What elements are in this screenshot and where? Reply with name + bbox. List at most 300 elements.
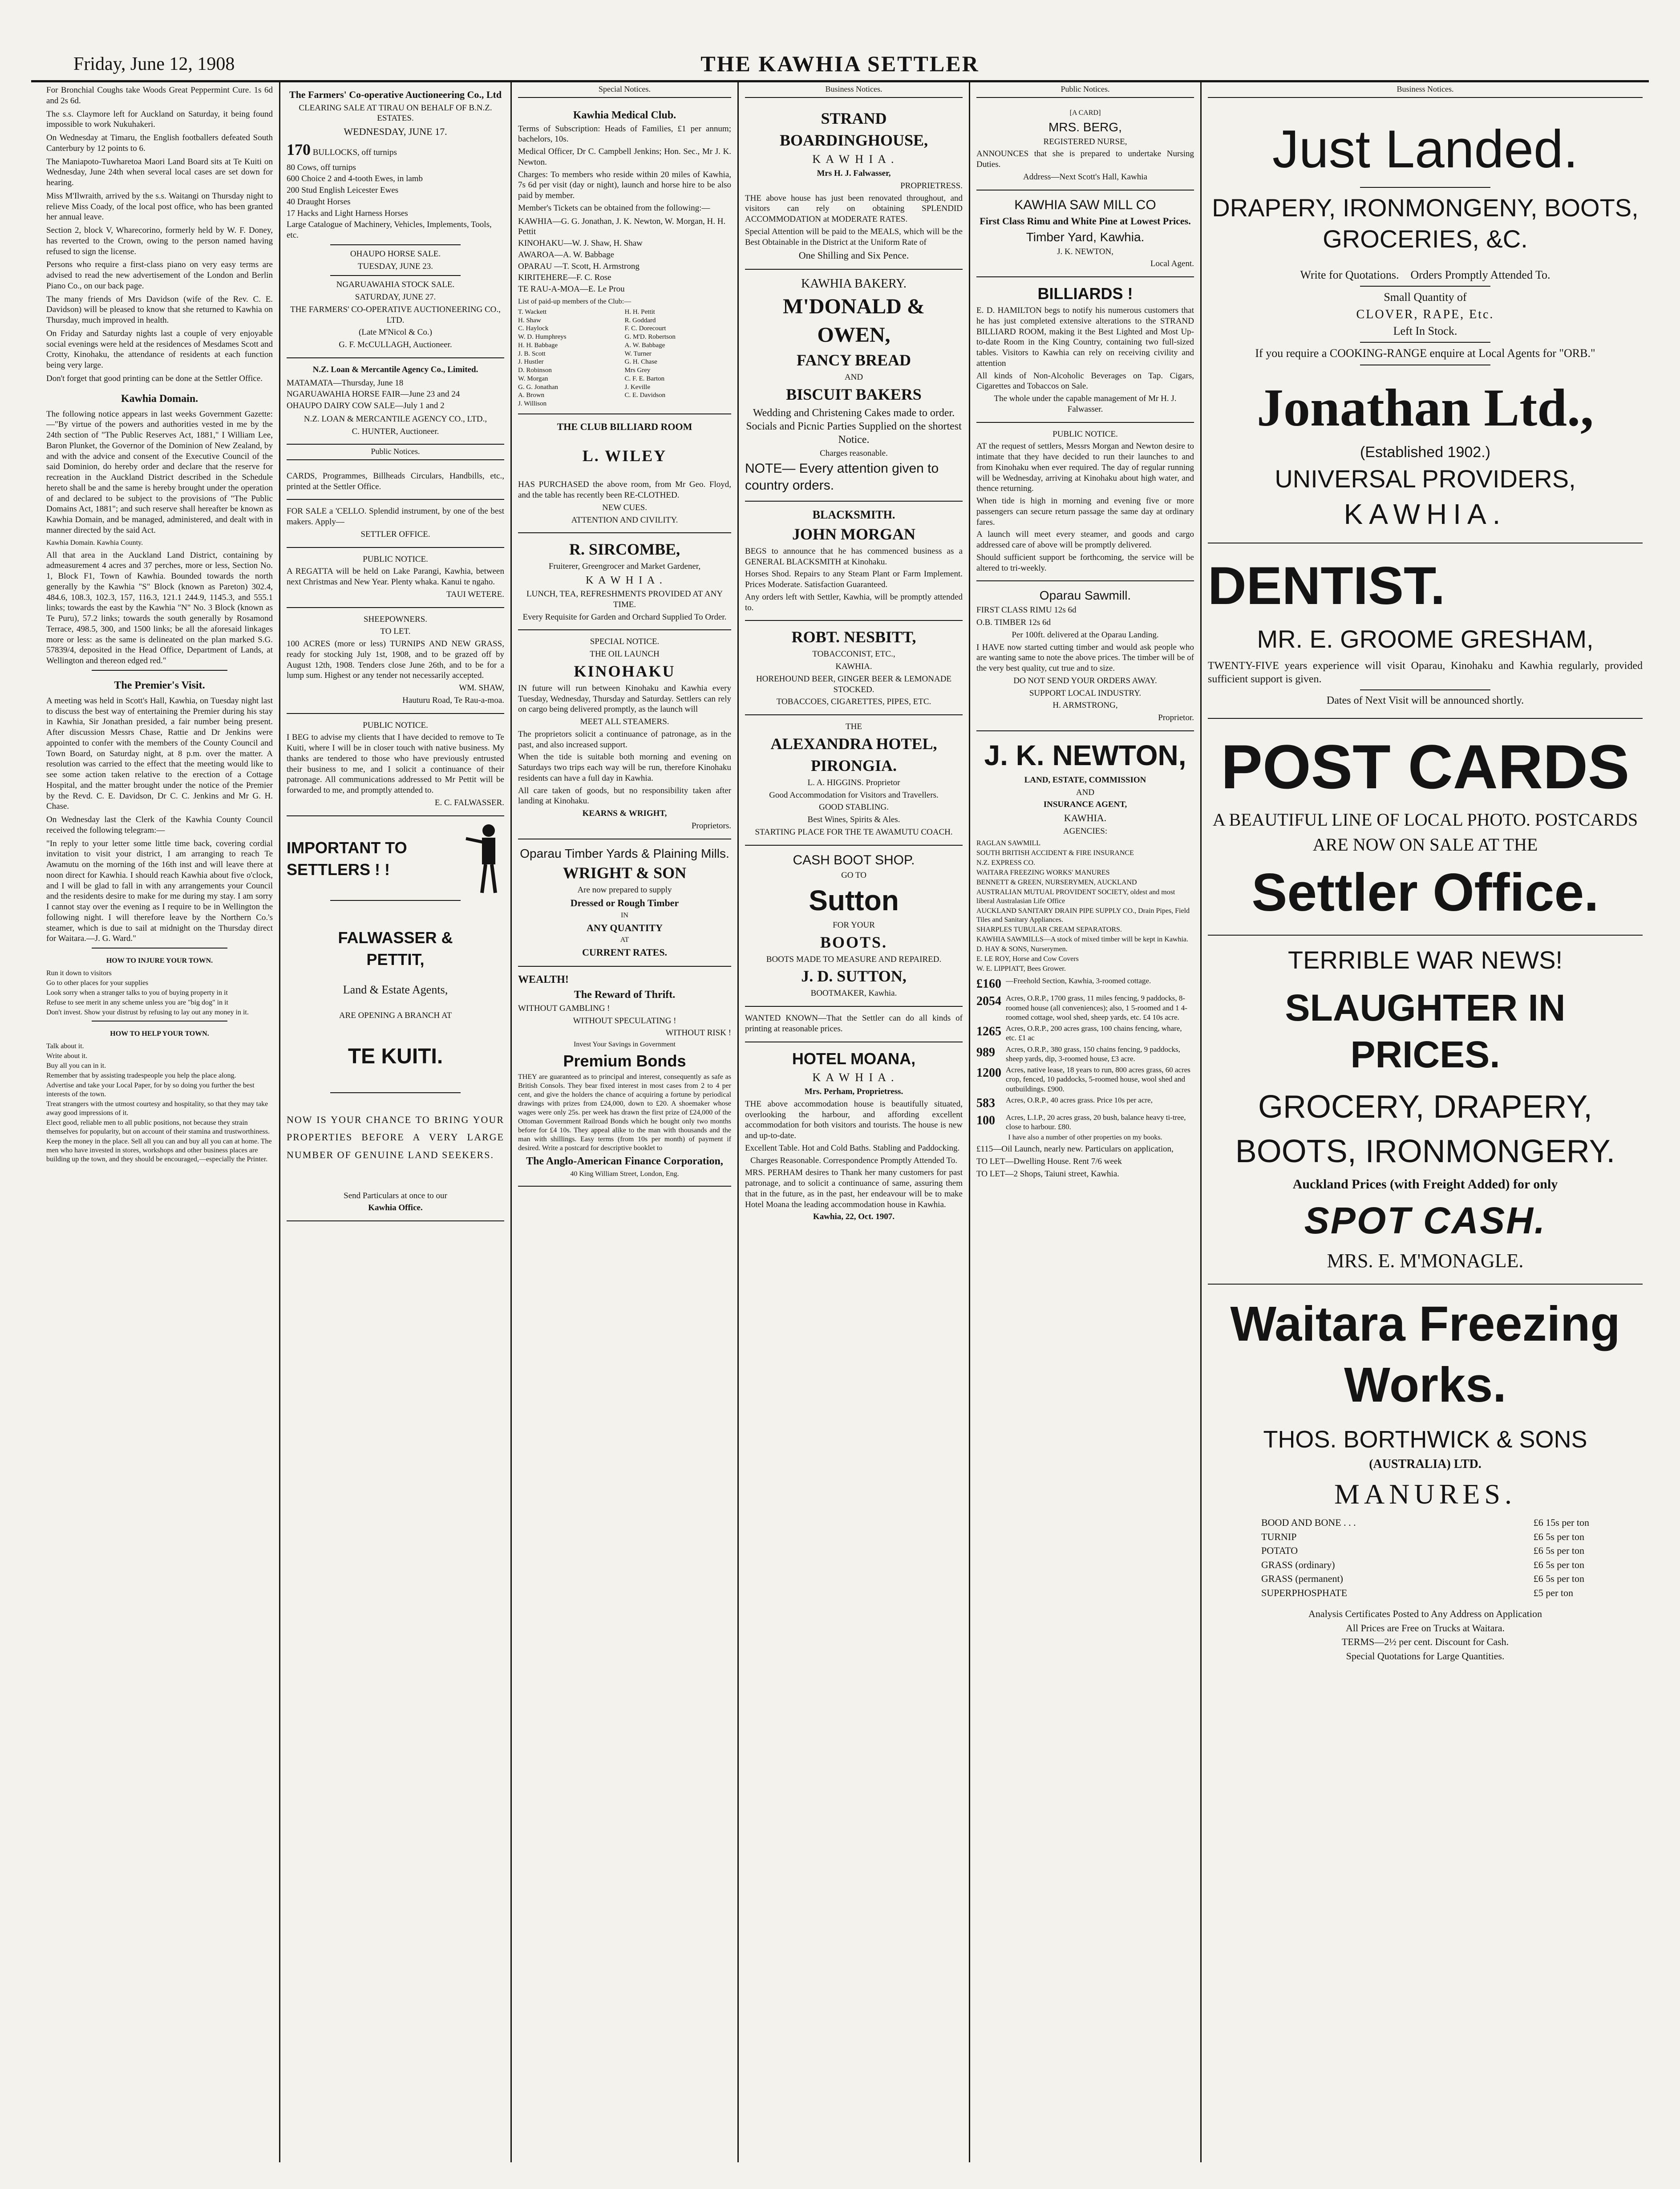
ad-line: TUESDAY, JUNE 23. (358, 261, 433, 271)
ad-line: Mrs. Perham, Proprietress. (804, 1087, 903, 1096)
ad-line: Mrs H. J. Falwasser, (817, 169, 891, 178)
ad-line: All kinds of Non-Alcoholic Beverages on Tap. Cigars, Cigarettes and Tobaccos on Sale. (976, 371, 1194, 391)
ad-line: MEET ALL STEAMERS. (580, 717, 669, 726)
ad-signature: H. ARMSTRONG, (1053, 701, 1118, 710)
ad-line: AT the request of settlers, Messrs Morgan and Newton desire to intimate that they have decided to run their launches to and from Kinohaku when ever required. The day of regular running will be Wednesday, arriving at Kinohaku about high water, and thence returning. (976, 442, 1194, 494)
list-item: Talk about it. (46, 1042, 84, 1050)
ad-line: I BEG to advise my clients that I have decided to remove to Te Kuiti, where I will be in closer touch with native business. My thanks are tendered to those who have previously entrusted their business to me, and I solicit a continuance of their patronage. All communications addressed to Mr Pettit will be forwarded to me, and promptly attended to. (287, 733, 504, 795)
list-item: RAGLAN SAWMILL (976, 839, 1041, 847)
ad-farmers-coop (287, 82, 504, 358)
ad-title: SLAUGHTER IN PRICES. (1285, 987, 1566, 1075)
ad-line: The whole under the capable management of Mr H. J. Falwasser. (994, 394, 1177, 414)
ad-line: Fruiterer, Greengrocer and Market Gardener, (548, 562, 701, 572)
ad-falwasser-pettit (287, 816, 504, 1222)
ad-line: I have also a number of other properties on my books. (1008, 1134, 1162, 1142)
list-item: TE RAU-A-MOA—E. Le Prou (518, 284, 625, 294)
divider (1360, 342, 1490, 343)
ad-line: Horses Shod. Repairs to any Steam Plant or Farm Implement. Prices Moderate. Satisfaction Guaranteed. (745, 569, 963, 589)
ad-line: K A W H I A . (812, 152, 895, 166)
property-desc: Acres, O.R.P., 380 grass, 150 chains fencing, 9 paddocks, sheep yards, dip, 3-roomed house, £3 acre. (1006, 1045, 1180, 1063)
ad-cello (287, 500, 504, 547)
ad-line: INSURANCE AGENT, (1043, 800, 1127, 810)
property-desc: Acres, native lease, 18 years to run, 800 acres grass, 60 acres crop, fenced, 10 paddocks, 5-roomed house, wool shed and outbuildings. £900. (1006, 1066, 1190, 1093)
list-item: Elect good, reliable men to all public positions, not because they strain themselves for popularity, but on account of their stamina and trustworthiness. (46, 1119, 270, 1135)
ad-title: PUBLIC NOTICE. (363, 554, 428, 564)
ad-line: Every Requisite for Garden and Orchard Supplied To Order. (522, 612, 727, 622)
list-item: Remember that by assisting tradespeople you help the place along. (46, 1072, 236, 1079)
news-item: The many friends of Mrs Davidson (wife of the Rev. C. E. Davidson) will be pleased to know that she returned to Kawhia on Thursday, much improved in health. (46, 294, 273, 325)
ad-line: HOREHOUND BEER, GINGER BEER & LEMONADE STOCKED. (756, 674, 952, 694)
ad-hotel-moana (745, 1042, 963, 1230)
manure-price-list (1208, 1516, 1643, 1599)
ad-title: Oparau Sawmill. (1039, 588, 1131, 603)
property-price: 1200 (976, 1066, 1001, 1080)
ad-title: CASH BOOT SHOP. (793, 852, 915, 867)
ad-line: £115—Oil Launch, nearly new. Particulars on application, (976, 1144, 1174, 1154)
ad-title: Kawhia Medical Club. (573, 109, 676, 121)
ad-line: Proprietors. (691, 821, 731, 831)
news-item: The Maniapoto-Tuwharetoa Maori Land Board sits at Te Kuiti on Wednesday, June 24th when several local cases are set down for hearing. (46, 157, 273, 187)
ad-signature: TAUI WETERE. (446, 589, 504, 599)
ad-line: WITHOUT RISK ! (665, 1028, 731, 1038)
ad-title: Sutton (809, 884, 899, 916)
divider (1360, 286, 1490, 287)
ad-line: A REGATTA will be held on Lake Parangi, Kawhia, between next Christmas and New Year. Plenty whaka. Kanui te ngaho. (287, 567, 504, 587)
news-item: Don't forget that good printing can be done at the Settler Office. (46, 373, 263, 383)
masthead (31, 27, 1649, 82)
list-item: Buy all you can in it. (46, 1062, 106, 1070)
ad-line: Terms of Subscription: Heads of Families, £1 per annum; bachelors, 10s. (518, 124, 731, 144)
ad-line: I HAVE now started cutting timber and would ask people who are wanting same to note the above prices. The timber will be of the very best quality, cut true and to size. (976, 642, 1194, 673)
property-price: 2054 (976, 994, 1001, 1009)
list-item: KAWHIA SAWMILLS—A stock of mixed timber will be kept in Kawhia. (976, 936, 1189, 944)
ad-title: SETTLERS ! ! (287, 860, 390, 879)
ad-title: M'DONALD & (783, 294, 925, 318)
ad-title: OWEN, (817, 323, 891, 347)
ad-line: [A CARD] (1069, 109, 1101, 117)
ad-title: Oparau Timber Yards & Plaining Mills. (520, 846, 729, 860)
ad-line: SUPPORT LOCAL INDUSTRY. (1029, 688, 1142, 698)
ad-medical-club (518, 102, 731, 414)
list-item: Write about it. (46, 1052, 88, 1060)
ad-title: MANURES. (1334, 1478, 1516, 1510)
ad-line: TOBACCONIST, ETC., (812, 649, 895, 659)
ad-line: BOOTS MADE TO MEASURE AND REPAIRED. (766, 954, 942, 964)
agency-list (976, 839, 1194, 973)
list-item: KIRITEHERE—F. C. Rose (518, 273, 611, 283)
ad-title: BOOTS, IRONMONGERY. (1235, 1134, 1615, 1169)
ad-line: LAND, ESTATE, COMMISSION (1024, 775, 1146, 785)
injure-list (46, 969, 273, 1017)
property-desc: Acres, O.R.P., 40 acres grass. Price 10s per acre, (1006, 1095, 1153, 1104)
issue-date: Friday, June 12, 1908 (73, 54, 235, 74)
ad-title: BOARDINGHOUSE, (779, 131, 928, 149)
ad-title: WEALTH! (518, 973, 569, 985)
property-desc: Acres, L.I.P., 20 acres grass, 20 bush, balance heavy ti-tree, close to harbour. £80. (1006, 1113, 1186, 1131)
ad-line: When the tide is suitable both morning and evening on Saturdays two trips each way will be run, therefore Kinohaku residents can have a full day in Kawhia. (518, 752, 731, 783)
property-price: 989 (976, 1045, 995, 1059)
column-news (40, 82, 280, 2162)
ad-line: Member's Tickets can be obtained from the following:— (518, 203, 710, 213)
ad-strand-boardinghouse (745, 102, 963, 270)
section-heading: Kawhia Domain. (121, 393, 198, 405)
ad-line: TO LET—2 Shops, Taiuni street, Kawhia. (976, 1169, 1119, 1179)
ad-title: THOS. BORTHWICK & SONS (1263, 1426, 1587, 1453)
ad-line: AND (1076, 787, 1095, 797)
ad-line: IN future will run between Kinohaku and Kawhia every Tuesday, Wednesday, Thursday and Saturday. Settlers can rely on cargo being delivered promptly, as the launch will (518, 683, 731, 714)
member: H. H. Babbage (518, 341, 558, 349)
news-item: Section 2, block V, Wharecorino, formerly held by W. F. Doney, has reverted to the Crown, owing to the person named having refused to sign the license. (46, 226, 273, 256)
ad-line: Excellent Table. Hot and Cold Baths. Stabling and Paddocking. (745, 1143, 960, 1153)
list-item: W. E. LIPPIATT, Bees Grower. (976, 965, 1066, 973)
property-list (976, 976, 1194, 1131)
list-item: AWAROA—A. W. Babbage (518, 250, 614, 259)
ad-line: ATTENTION AND CIVILITY. (571, 515, 678, 525)
ad-oparau-sawmill (976, 581, 1194, 731)
manure-price: £6 5s per ton (1533, 1573, 1584, 1584)
ad-line: MRS. PERHAM desires to Thank her many customers for past patronage, and to solicit a continuance of same, assuring them that in the future, as in the past, her endeavour will be to make Hotel Moana the leading accommodation house in Kawhia. (745, 1168, 963, 1209)
ad-line: TO LET—Dwelling House. Rent 7/6 week (976, 1157, 1122, 1166)
ad-line: (AUSTRALIA) LTD. (1369, 1457, 1482, 1471)
ad-line: If you require a COOKING-RANGE enquire at Local Agents for "ORB." (1255, 347, 1595, 360)
ad-line: J. K. NEWTON, (1057, 247, 1113, 256)
ad-line: NEW CUES. (602, 503, 647, 512)
ad-title: SHEEPOWNERS. (363, 614, 428, 624)
ad-line: WANTED KNOWN—That the Settler can do all kinds of printing at reasonable prices. (745, 1013, 963, 1034)
ad-falwasser-notice (287, 714, 504, 816)
manure-name: POTATO (1261, 1545, 1298, 1556)
ad-line: List of paid-up members of the Club:— (518, 297, 632, 305)
ad-line: Left In Stock. (1393, 324, 1457, 337)
ad-line: G. F. McCULLAGH, Auctioneer. (339, 340, 452, 349)
ad-line: BEGS to announce that he has commenced business as a GENERAL BLACKSMITH at Kinohaku. (745, 546, 963, 567)
member: H. H. Pettit (624, 308, 655, 316)
help-list (46, 1042, 273, 1164)
article-paragraph: The following notice appears in last weeks Government Gazette:—"By virtue of the powers and authorities vested in me by the 24th section of "The Public Reserves Act, 1881," I William Lee, Baron Plunket, the Governor of the Dominion of New Zealand, by and with the advice and consent of the Executive Council of the said Dominion, do hereby order and declare that the reserve for recreation in the Auckland District described in the Schedule hereto shall be and the same is hereby brought under the operation of and declared to be subject to the provisions of "The Public Domains Act, 1881"; and such reserve shall hereafter be known as Kawhia Domain, and be managed, administered, and dealt with in manner directed by the said Act. (46, 409, 273, 535)
manure-price: £5 per ton (1533, 1587, 1573, 1598)
ad-wanted-known (745, 1007, 963, 1042)
ad-title: MR. E. GROOME GRESHAM, (1257, 625, 1594, 653)
list-item: N.Z. EXPRESS CO. (976, 859, 1036, 867)
ad-title: PUBLIC NOTICE. (1053, 429, 1118, 439)
ad-kawhia-bakery (745, 270, 963, 502)
ad-number: 170 (287, 140, 311, 158)
property-desc: —Freehold Section, Kawhia, 3-roomed cottage. (1006, 977, 1151, 985)
list-item: SHARPLES TUBULAR CREAM SEPARATORS. (976, 926, 1122, 934)
ad-nz-loan (287, 358, 504, 445)
manure-price: £6 15s per ton (1533, 1517, 1589, 1528)
column-large-ads (1202, 82, 1649, 2162)
ad-line: AGENCIES: (1063, 826, 1108, 836)
member: W. Morgan (518, 375, 548, 382)
ad-line: CARDS, Programmes, Billheads Circulars, Handbills, etc., printed at the Settler Office. (287, 471, 504, 491)
ad-line: CURRENT RATES. (582, 947, 668, 958)
list-item: KAWHIA—G. G. Jonathan, J. K. Newton, W. Morgan, H. H. Pettit (518, 216, 726, 237)
ad-line: All Prices are Free on Trucks at Waitara. (1345, 1622, 1505, 1634)
list-item: E. LE ROY, Horse and Cow Covers (976, 955, 1079, 963)
member: R. Goddard (624, 316, 656, 324)
member: C. E. Davidson (624, 392, 666, 399)
ad-line: NOW IS YOUR CHANCE TO BRING YOUR PROPERTIES BEFORE A VERY LARGE NUMBER OF GENUINE LAND SEEKERS. (287, 1114, 504, 1160)
ad-line: Kawhia Office. (368, 1203, 423, 1213)
list-item: WAITARA FREEZING WORKS' MANURES (976, 869, 1110, 877)
members-grid (518, 308, 731, 408)
ad-title: SPOT CASH. (1304, 1199, 1546, 1241)
member: T. Wackett (518, 308, 547, 316)
ad-title: ALEXANDRA HOTEL, (770, 734, 937, 753)
ad-title: Timber Yard, Kawhia. (1026, 230, 1145, 244)
ad-title: KAWHIA SAW MILL CO (1014, 197, 1156, 212)
columns (40, 82, 1649, 2162)
ad-line: THE OIL LAUNCH (590, 649, 660, 659)
property-price: 1265 (976, 1025, 1001, 1038)
list-item: Look sorry when a stranger talks to you of buying property in it (46, 989, 228, 997)
ad-title: Settler Office. (1251, 863, 1599, 922)
ad-title: ROBT. NESBITT, (791, 628, 916, 646)
ad-line: PROPRIETRESS. (900, 181, 963, 191)
article-paragraph: Kawhia Domain. Kawhia County. (46, 539, 143, 547)
ad-line: Invest Your Savings in Government (574, 1041, 676, 1048)
ad-line: Orders Promptly Attended To. (1410, 268, 1550, 281)
member: A. Brown (518, 392, 545, 399)
ad-line: THE FARMERS' CO-OPERATIVE AUCTIONEERING CO., LTD. (290, 304, 501, 325)
article-paragraph: A meeting was held in Scott's Hall, Kawhia, on Tuesday night last to discuss the best way of entertaining the Premier during his stay in Kawhia, Sir Jonathan presided, a fair number being present. After discussion Messrs Chase, Rattie and Dr Jenkins were appointed to confer with the members of the County Council and Town Board, on Saturday night, at 8 p.m. over the matter. A resolution was carried to the effect that the meeting would like to see some action taken relative to the erection of a Cottage Hospital, and the matter brought under the notice of the Premier by the Revd. C. E. Davidson, Dr C. C. Jenkins and Mr G. H. Chase. (46, 696, 273, 811)
list-item: 600 Choice 2 and 4-tooth Ewes, in lamb (287, 174, 423, 184)
manure-name: GRASS (permanent) (1261, 1573, 1343, 1584)
ad-line: REGISTERED NURSE, (1043, 137, 1127, 146)
ad-mrs-berg (976, 102, 1194, 191)
ad-alexandra-hotel (745, 715, 963, 846)
ad-line: Any orders left with Settler, Kawhia, will be promptly attended to. (745, 592, 963, 612)
divider (330, 1092, 461, 1093)
divider (92, 948, 227, 949)
ad-line: THE above house has just been renovated throughout, and visitors can rely on obtaining SPLENDID ACCOMMODATION at MODERATE RATES. (745, 193, 963, 224)
ad-line: OHAUPO HORSE SALE. (350, 249, 441, 259)
ad-line: Charges: To members who reside within 20 miles of Kawhia, 7s 6d per visit (day or night), launch and horse hire to be also paid by member. (518, 170, 731, 200)
ad-cards (287, 465, 504, 500)
list-item: BENNETT & GREEN, NURSERYMEN, AUCKLAND (976, 879, 1137, 887)
manure-name: TURNIP (1261, 1531, 1297, 1542)
ad-line: L. A. HIGGINS. Proprietor (807, 778, 900, 787)
manure-name: BOOD AND BONE . . . (1261, 1517, 1356, 1528)
property-price: 583 (976, 1096, 995, 1110)
section-heading: HOW TO HELP YOUR TOWN. (110, 1030, 209, 1038)
ad-line: Hauturu Road, Te Rau-a-moa. (402, 695, 504, 705)
ad-line: KAWHIA. (835, 662, 872, 671)
ad-line: WITHOUT SPECULATING ! (573, 1016, 676, 1026)
ad-just-landed (1208, 102, 1643, 544)
ad-line: IN (621, 911, 628, 919)
news-item: For Bronchial Coughs take Woods Great Peppermint Cure. 1s 6d and 2s 6d. (46, 85, 273, 105)
ad-line: FIRST CLASS RIMU 12s 6d (976, 605, 1077, 615)
ad-line: Dates of Next Visit will be announced shortly. (1326, 695, 1524, 706)
list-item: D. HAY & SONS, Nurserymen. (976, 945, 1068, 953)
manure-price: £6 5s per ton (1533, 1559, 1584, 1570)
list-item: 200 Stud English Leicester Ewes (287, 186, 399, 195)
section-header: Business Notices. (1208, 82, 1643, 98)
list-item: OPARAU —T. Scott, H. Armstrong (518, 261, 640, 271)
ad-line: Special Quotations for Large Quantities. (1346, 1650, 1505, 1662)
ad-line: ARE OPENING A BRANCH AT (339, 1011, 452, 1020)
section-header: Public Notices. (287, 445, 504, 460)
ad-title: PIRONGIA. (810, 756, 897, 774)
ad-title: WRIGHT & SON (563, 863, 687, 882)
list-item: Large Catalogue of Machinery, Vehicles, Implements, Tools, etc. (287, 220, 492, 240)
ad-war-news (1208, 936, 1643, 1285)
ad-line: K A W H I A . (812, 1070, 895, 1084)
ad-line: Good Accommodation for Visitors and Travellers. (769, 790, 939, 800)
ad-line: N.Z. LOAN & MERCANTILE AGENCY CO., LTD., (304, 414, 487, 424)
divider (1360, 689, 1490, 690)
manure-name: SUPERPHOSPHATE (1261, 1587, 1348, 1598)
member: W. Turner (624, 350, 652, 357)
news-item: Miss M'Ilwraith, arrived by the s.s. Waitangi on Thursday night to relieve Miss Coady, of the local post office, who has been granted her annual leave. (46, 191, 273, 222)
ad-line: Auckland Prices (with Freight Added) for only (1292, 1177, 1558, 1192)
ad-line: C. HUNTER, Auctioneer. (352, 426, 439, 436)
list-item: Refuse to see merit in any scheme unless you are "big dog" in it (46, 999, 228, 1006)
ad-line: When tide is high in morning and evening five or more passengers can secure return passage the same day at ordinary fares. (976, 496, 1194, 527)
ad-line: THE above accommodation house is beautifully situated, overlooking the harbour, and affording excellent accommodation for both visitors and tourists. The house is new and up-to-date. (745, 1099, 963, 1140)
ad-line: FOR SALE a 'CELLO. Splendid instrument, by one of the best makers. Apply— (287, 507, 504, 527)
ad-line: (Late M'Nicol & Co.) (359, 328, 432, 337)
property-desc: Acres, O.R.P., 1700 grass, 11 miles fencing, 9 paddocks, 8-roomed house (all conveniences); also, 1 5-roomed and 1 4-roomed cottage, wool shed, sheep yards, etc. £4 10s acre. (1006, 994, 1187, 1022)
divider (330, 244, 461, 245)
list-item: KINOHAKU—W. J. Shaw, H. Shaw (518, 239, 643, 248)
ad-line: CLEARING SALE AT TIRAU ON BEHALF OF B.N.Z. ESTATES. (299, 103, 492, 123)
ad-line: One Shilling and Six Pence. (798, 250, 909, 261)
ad-jk-newton (976, 731, 1194, 1187)
section-heading: HOW TO INJURE YOUR TOWN. (106, 957, 213, 965)
ad-line: Kawhia, 22, Oct. 1907. (813, 1212, 895, 1222)
ad-title: Works. (1344, 1358, 1506, 1412)
member: J. Keville (624, 383, 650, 391)
column-special-notices (512, 82, 739, 2162)
ad-line: NOTE— Every attention given to country orders. (745, 461, 939, 493)
ad-title: KAWHIA BAKERY. (801, 276, 907, 291)
ad-line: A launch will meet every steamer, and goods and cargo addressed care of above will be promptly delivered. (976, 530, 1194, 550)
member: Mrs Grey (624, 367, 651, 374)
ad-line: DO NOT SEND YOUR ORDERS AWAY. (1013, 676, 1157, 685)
member: A. W. Babbage (624, 341, 665, 349)
ad-title: J. D. SUTTON, (801, 967, 907, 985)
list-item: 80 Cows, off turnips (287, 162, 356, 172)
ad-title: FALWASSER & (338, 928, 453, 947)
ad-line: AND (844, 372, 863, 382)
ad-line: Medical Officer, Dr C. Campbell Jenkins; Hon. Sec., Mr J. K. Newton. (518, 147, 731, 167)
ad-signature: E. C. FALWASSER. (434, 798, 504, 807)
member: J. B. Scott (518, 350, 546, 357)
ad-line: STARTING PLACE FOR THE TE AWAMUTU COACH. (755, 827, 953, 837)
ad-sircombe (518, 533, 731, 630)
ad-title: The Reward of Thrift. (574, 989, 676, 1001)
ad-title: Just Landed. (1272, 119, 1579, 179)
news-item: On Friday and Saturday nights last a couple of very enjoyable social evenings were held at the residences of Mesdames Scott and Crotty, Kinohaku, the attendance of residents at each function being very large. (46, 328, 273, 370)
ad-line: GO TO (841, 871, 866, 880)
ad-title: TERRIBLE WAR NEWS! (1287, 946, 1563, 974)
section-header: Public Notices. (976, 82, 1194, 98)
ad-kinohaku-launch (518, 630, 731, 839)
divider (330, 900, 461, 901)
ad-line: Best Wines, Spirits & Ales. (807, 815, 900, 824)
ad-line: Send Particulars at once to our (344, 1191, 447, 1200)
list-item: AUCKLAND SANITARY DRAIN PIPE SUPPLY CO., Drain Pipes, Field Tiles and Sanitary Appliances. (976, 907, 1190, 924)
member: G. H. Chase (624, 358, 657, 366)
ad-line: TWENTY-FIVE years experience will visit Oparau, Kinohaku and Kawhia regularly, provided sufficient support is given. (1208, 660, 1643, 685)
ad-line: THEY are guaranteed as to principal and interest, consequently as safe as British Consols. They bear fixed interest in most cases from 2 to 4 per cent, and give the holders the chance of acquiring a fortune by periodical drawings with prizes from £24,000, down to £20. A shoemaker whose wages were only 25s. per week has drawn the first prize of £24,000 of the Ottoman Government Railroad Bonds which he bought only two months before for £4 10s. They appeal alike to the man with thousands and the man with shillings. Easy terms (from 10s per month) of payment if desired. Write a postcard for descriptive booklet to (518, 1073, 731, 1152)
ad-line: SATURDAY, JUNE 27. (355, 292, 436, 302)
ad-line: NGARUAWAHIA STOCK SALE. (336, 280, 455, 290)
column-business-notices (739, 82, 970, 2162)
ad-title: PUBLIC NOTICE. (363, 720, 428, 730)
ad-line: ANNOUNCES that she is prepared to undertake Nursing Duties. (976, 149, 1194, 169)
ad-line: AT (620, 936, 629, 944)
ad-title: Premium Bonds (563, 1052, 686, 1070)
ad-signature: WM. SHAW, (459, 683, 504, 693)
ad-title: BISCUIT BAKERS (786, 385, 922, 403)
list-item: AUSTRALIAN MUTUAL PROVIDENT SOCIETY, oldest and most liberal Australasian Life Office (976, 888, 1175, 905)
member: D. Robinson (518, 367, 552, 374)
ad-line: Proprietor. (1158, 713, 1194, 722)
ad-line: TOBACCOES, CIGARETTES, PIPES, ETC. (776, 697, 931, 707)
agent-list (518, 216, 731, 295)
ad-title: DRAPERY, IRONMONGENY, BOOTS, GROCERIES, &C. (1212, 193, 1639, 253)
ad-title: KINOHAKU (574, 662, 676, 680)
ad-line: GOOD STABLING. (819, 803, 889, 812)
ad-line: Special Attention will be paid to the MEALS, which will be the Best Obtainable in the District at the Uniform Rate of (745, 227, 963, 247)
ad-line: WEDNESDAY, JUNE 17. (344, 126, 447, 137)
member: G. G. Jonathan (518, 383, 558, 391)
article-paragraph: All that area in the Auckland Land District, containing by admeasurement 4 acres and 37 perches, more or less, Section No. 1, Block F1, Town of Kawhia. Bounded towards the north generally by the Kawhia "S" Block (known as Pareton) 302.4, 484.6, 108.3, 102.3, 157, 116.3, 121.1 244.9, 1145.3, and 555.1 links; towards the east by the Kawhia "N" No. 3 Block (known as Te Puru), 57.2 links; towards the south generally by Rosamond Terrace, 498.5, 300, and 1500 links; be all the aforesaid linkages more or less: as the same is delineated on the plan marked S.G. 57839/4, deposited in the Head Office, Department of Lands, at Wellington and thereon edged red." (46, 550, 273, 665)
ad-line: BOOTMAKER, Kawhia. (810, 989, 897, 998)
ad-title: POST CARDS (1221, 732, 1630, 802)
ad-line: 100 ACRES (more or less) TURNIPS AND NEW GRASS, ready for stocking July 1st, 1908, and to be grazed off by August 12th, 1908. Tenders close June 26th, and to be for a lump sum. Highest or any tender not necessarily accepted. (287, 639, 504, 681)
ad-line: Should sufficient support be forthcoming, the service will be altered to tri-weekly. (976, 552, 1194, 573)
ad-line: ANY QUANTITY (587, 922, 663, 933)
ad-title: L. WILEY (582, 447, 667, 465)
list-item: Keep the money in the place. Sell all you can and buy all you can at home. The men who have invested in stores, workshops and other business places are building up the town, and they should be encouraged,—especially the Printer. (46, 1138, 272, 1163)
ad-signature: KEARNS & WRIGHT, (582, 809, 667, 818)
ad-title: JOHN MORGAN (792, 525, 915, 543)
ad-line: Address—Next Scott's Hall, Kawhia (1023, 172, 1147, 182)
ad-billiard-room (518, 414, 731, 534)
member: W. D. Humphreys (518, 333, 567, 341)
ad-title: KAWHIA. (1344, 498, 1507, 530)
ad-title: BLACKSMITH. (812, 508, 895, 522)
ad-title: The Farmers' Co-operative Auctioneering Co., Ltd (289, 89, 502, 100)
ad-title: N.Z. Loan & Mercantile Agency Co., Limited. (312, 365, 478, 374)
ad-nesbitt (745, 621, 963, 715)
ad-title: DENTIST. (1208, 556, 1445, 616)
ad-line: 40 King William Street, London, Eng. (570, 1170, 679, 1178)
news-item: The s.s. Claymore left for Auckland on Saturday, it being found impossible to work Nukuhakeri. (46, 109, 273, 130)
ad-line: Dressed or Rough Timber (570, 897, 679, 909)
ad-title: THE CLUB BILLIARD ROOM (557, 421, 692, 432)
list-item: 40 Draught Horses (287, 197, 351, 207)
member (625, 400, 732, 408)
list-item: Go to other places for your supplies (46, 979, 149, 987)
member: C. Haylock (518, 325, 549, 332)
divider (330, 275, 461, 276)
member: C. F. E. Barton (624, 375, 665, 382)
ad-line: SETTLER OFFICE. (360, 529, 430, 539)
ad-post-cards (1208, 719, 1643, 936)
list-item: OHAUPO DAIRY COW SALE—July 1 and 2 (287, 401, 445, 410)
ad-line: A BEAUTIFUL LINE OF LOCAL PHOTO. POSTCARDS ARE NOW ON SALE AT THE (1212, 810, 1638, 855)
ad-line: TERMS—2½ per cent. Discount for Cash. (1341, 1636, 1509, 1647)
ad-line: Wedding and Christening Cakes made to order. Socials and Picnic Parties Supplied on the shortest Notice. (746, 407, 962, 446)
ad-line: BULLOCKS, off turnips (312, 147, 397, 157)
ad-line: LUNCH, TEA, REFRESHMENTS PROVIDED AT ANY TIME. (526, 589, 723, 609)
